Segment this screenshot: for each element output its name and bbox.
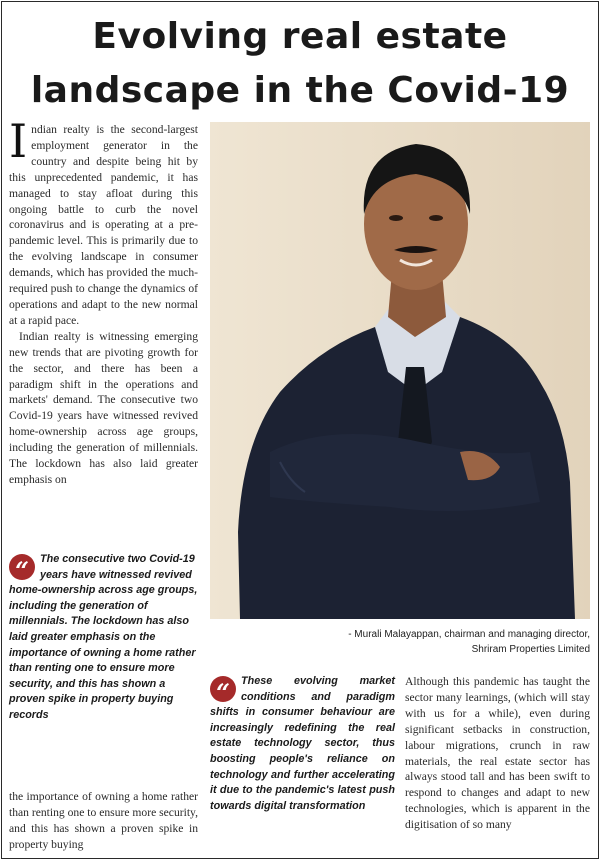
- quote-mark-icon: “: [210, 676, 236, 702]
- drop-cap: I: [9, 114, 28, 168]
- portrait-illustration: [210, 122, 590, 619]
- intro-paragraph: [9, 114, 198, 329]
- pull-quote-2: [210, 674, 395, 814]
- body-column-1-continued: the importance of owning a home rather than renting one to ensure more security, and this has shown a proven spike in property buying: [9, 790, 198, 851]
- headline: Evolving real estate landscape in the Covid-19: [30, 16, 570, 111]
- intro-text: ndian realty is the second-largest employment generator in the country and despite being hit by this unprecedented pandemic, it has managed to stay afloat during this ongoing battle to curb the novel coronavirus and is operating at a pre-pandemic level. This is primarily due to the evolving landscape in consumer demands, which has provided the much-required push to change the dynamics of operations and adapt to the new normal at a rapid pace.: [9, 123, 198, 327]
- photo-caption: [210, 627, 590, 657]
- caption-line-1: - Murali Malayappan, chairman and managing director,: [348, 629, 590, 640]
- body-column-3: Although this pandemic has taught the sector many learnings, (which will stay with us for a while), even during significant setbacks in construction, labour migrations, crunch in raw materials, the real estate sector has always stood tall and has been swift to respond to changes and adapt to new technologies, which is apparent in the digitisation of so many: [405, 675, 590, 832]
- right-eye: [429, 215, 443, 221]
- portrait-photo: [210, 122, 590, 619]
- pull-quote-1-text: The consecutive two Covid-19 years have witnessed revived home-ownership across age groups, including the generation of millennials. The lockdown has also laid greater emphasis on the importance of owning a home rather than renting one to ensure more security, and this has shown a proven spike in property buying records: [9, 553, 198, 721]
- body-column-1: [9, 114, 198, 488]
- pull-quote-2-text: These evolving market conditions and paradigm shifts in consumer behaviour are increasingly redefining the real estate technology sector, thus boosting people's reliance on technology and further accelerating it due to the pandemic's latest push towards digital transformation: [210, 675, 395, 812]
- second-paragraph: Indian realty is witnessing emerging new trends that are pivoting growth for the sector, and there has been a paradigm shift in the operations and markets' demand. The consecutive two Covid-19 years have witnessed revived home-ownership across age groups, including the generation of millennials. The lockdown has also laid greater emphasis on: [9, 329, 198, 486]
- left-eye: [389, 215, 403, 221]
- caption-line-2: Shriram Properties Limited: [471, 644, 590, 655]
- pull-quote-1: [9, 552, 198, 724]
- quote-mark-icon: “: [9, 554, 35, 580]
